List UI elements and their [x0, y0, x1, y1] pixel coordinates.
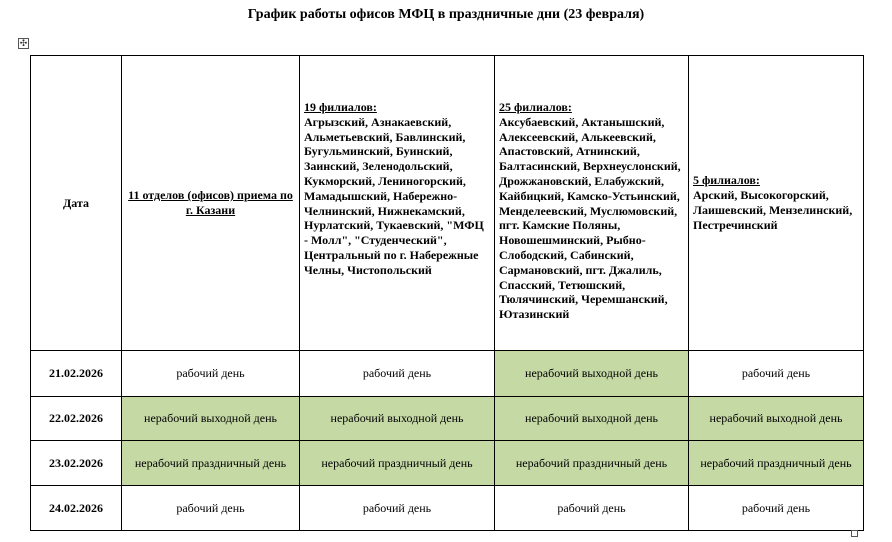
status-cell: нерабочий выходной день: [495, 397, 689, 441]
header-19-branches-title: 19 филиалов:: [304, 100, 377, 114]
header-25-branches-list: Аксубаевский, Актанышский, Алексеевский, Алькеевский, Апастовский, Атнинский, Балтасинский, Верхнеуслонский, Дрожжановский, Елабужский, Кайбицкий, Камско-Устьинский, Менделеевский, Муслюмовский, пгт. Камские Поляны, Новошешминский, Рыбно-Слободский, Сабинский, Сармановский, пгт. Джалиль, Спасский, Тетюшский, Тюлячинский, Черемшанский, Ютазинский: [499, 114, 681, 322]
header-19-branches: [300, 56, 495, 351]
row-date: 24.02.2026: [31, 486, 122, 531]
header-kazan-offices: [122, 56, 300, 351]
status-cell: рабочий день: [495, 486, 689, 531]
header-25-branches: [495, 56, 689, 351]
header-5-branches-title: 5 филиалов:: [693, 173, 760, 188]
move-cross-icon[interactable]: ✣: [19, 38, 28, 48]
status-cell: рабочий день: [689, 351, 864, 397]
table-row: [31, 351, 864, 397]
status-cell: нерабочий праздничный день: [122, 441, 300, 486]
header-kazan-offices-label: 11 отделов (офисов) приема по г. Казани: [128, 188, 293, 217]
table-row: [31, 397, 864, 441]
header-date: Дата: [31, 56, 122, 351]
table-header-row: [31, 56, 864, 351]
row-date: 23.02.2026: [31, 441, 122, 486]
header-5-branches-list: Арский, Высокогорский, Лаишевский, Мензелинский, Пестречинский: [693, 188, 853, 232]
resize-square-icon[interactable]: [851, 530, 858, 537]
row-date: 22.02.2026: [31, 397, 122, 441]
status-cell: нерабочий выходной день: [300, 397, 495, 441]
status-cell: рабочий день: [122, 351, 300, 397]
table-row: [31, 441, 864, 486]
status-cell: нерабочий праздничный день: [300, 441, 495, 486]
status-cell: рабочий день: [122, 486, 300, 531]
status-cell: нерабочий выходной день: [122, 397, 300, 441]
status-cell: нерабочий праздничный день: [689, 441, 864, 486]
status-cell: нерабочий выходной день: [689, 397, 864, 441]
status-cell: рабочий день: [300, 351, 495, 397]
status-cell: рабочий день: [689, 486, 864, 531]
header-19-branches-list: Агрызский, Азнакаевский, Альметьевский, Бавлинский, Бугульминский, Буинский, Заинский, Зеленодольский, Кукморский, Лениногорский, Мамадышский, Набережно-Челнинский, Нижнекамский, Нурлатский, Тукаевский, "МФЦ - Молл", "Студенческий", Центральный по г. Набережные Челны, Чистопольский: [304, 114, 484, 277]
status-cell: нерабочий выходной день: [495, 351, 689, 397]
table-row: [31, 486, 864, 531]
header-5-branches: [689, 56, 864, 351]
header-25-branches-title: 25 филиалов:: [499, 100, 572, 114]
document-title: График работы офисов МФЦ в праздничные дни (23 февраля): [247, 7, 645, 22]
schedule-table: [30, 55, 864, 531]
status-cell: рабочий день: [300, 486, 495, 531]
row-date: 21.02.2026: [31, 351, 122, 397]
status-cell: нерабочий праздничный день: [495, 441, 689, 486]
